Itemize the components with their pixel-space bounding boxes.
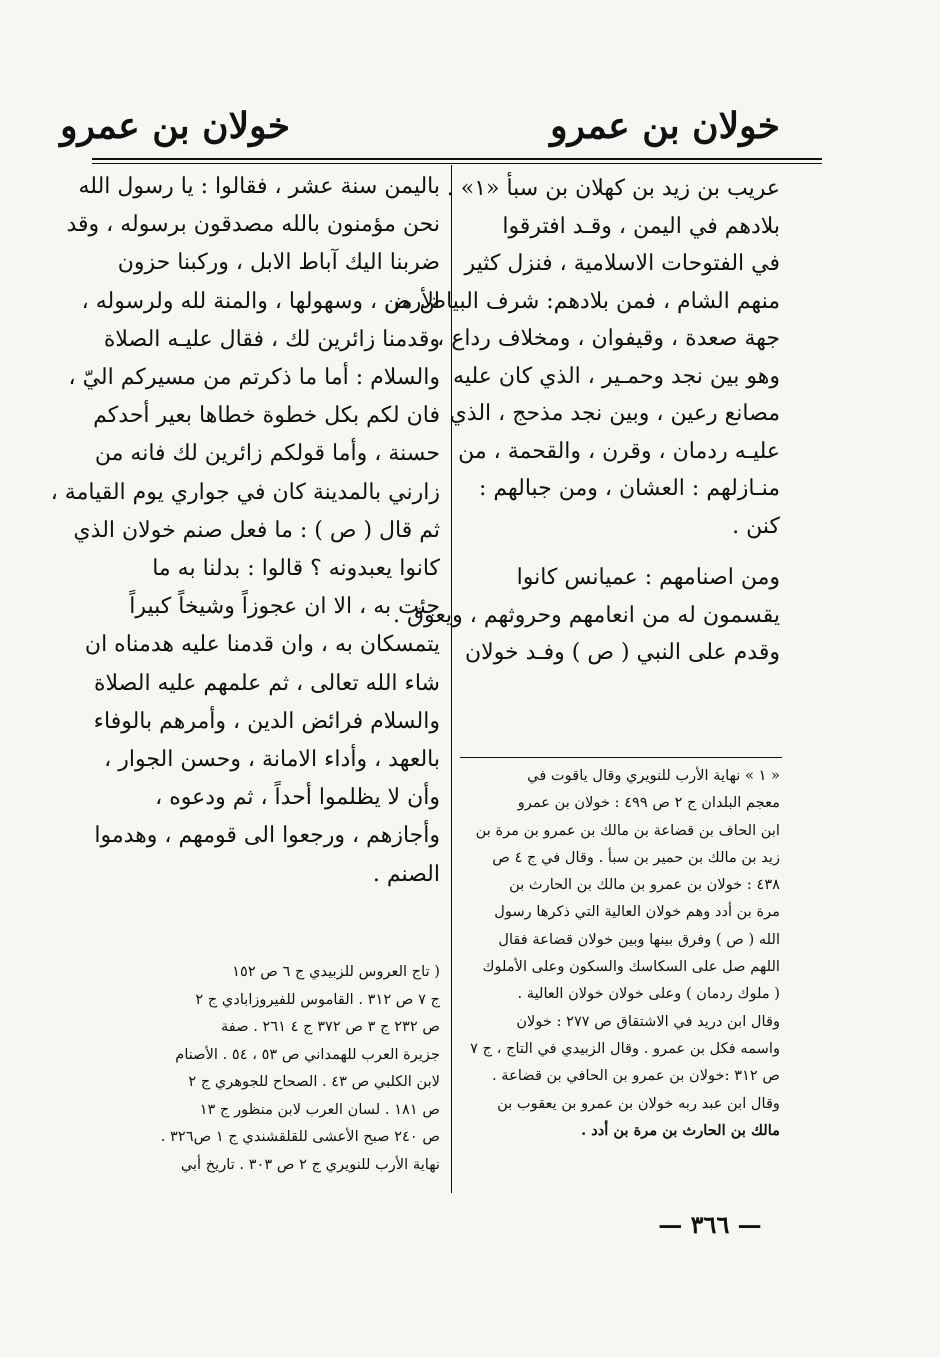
footnote-line: ص ١٨١ . لسان العرب لابن منظور ج ١٣ <box>199 1100 440 1118</box>
footnote-line: زيد بن مالك بن حمير بن سبأ . وقال في ج ٤ ص <box>492 848 780 866</box>
text-line: شاء الله تعالى ، ثم علمهم عليه الصلاة <box>94 670 440 696</box>
footnote-line: « ١ » نهاية الأرب للنويري وقال ياقوت في <box>527 767 780 784</box>
footnote-line: ابن الحاف بن قضاعة بن مالك بن عمرو بن مرة بن <box>475 821 780 839</box>
footnote-line: وقال ابن عبد ربه خولان بن عمرو بن يعقوب بن <box>497 1094 780 1112</box>
footnote-line: مرة بن أدد وهم خولان العالية التي ذكرها رسول <box>494 903 780 921</box>
right-paragraph-1 <box>383 170 780 545</box>
text-line: وأجازهم ، ورجعوا الى قومهم ، وهدموا <box>94 823 440 849</box>
right-footnote <box>462 762 780 1144</box>
text-line: يتمسكان به ، وان قدمنا عليه هدمناه ان <box>84 632 440 658</box>
text-line: وهو بين نجد وحمـير ، الذي كان عليه <box>453 363 780 389</box>
footnote-line: الله ( ص ) وفرق بينها وبين خولان قضاعة فقال <box>498 930 780 948</box>
text-line: منـازلهم : العشان ، ومن جبالهم : <box>478 476 780 501</box>
text-line: كانوا يعبدونه ؟ قالوا : بدلنا به ما <box>152 556 440 582</box>
footnote-line: جزيرة العرب للهمداني ص ٥٣ ، ٥٤ . الأصنام <box>175 1045 440 1063</box>
text-line: عليـه ردمان ، وقرن ، والقحمة ، من <box>458 438 780 464</box>
text-line: في الفتوحات الاسلامية ، فنزل كثير <box>464 251 780 276</box>
text-line: زارني بالمدينة كان في جواري يوم القيامة ، <box>50 479 440 505</box>
paragraph-gap <box>462 545 780 559</box>
text-line: والسلام فرائض الدين ، وأمرهم بالوفاء <box>93 708 440 734</box>
footnote-line: واسمه فكل بن عمرو . وقال الزبيدي في التاج ، ج ٧ <box>470 1039 780 1057</box>
right-paragraph-2 <box>393 559 780 672</box>
text-line: الأرض ، وسهولها ، والمنة لله ولرسوله ، <box>81 288 440 314</box>
text-line: ضربنا اليك آباط الابل ، وركبنا حزون <box>117 250 440 276</box>
footnote-line: نهاية الأرب للنويري ج ٢ ص ٣٠٣ . تاريخ أبي <box>180 1155 440 1173</box>
footnote-line: ٤٣٨ : خولان بن عمرو بن مالك بن الحارث بن <box>509 876 780 894</box>
footnote-line: وقال ابن دريد في الاشتقاق ص ٢٧٧ : خولان <box>516 1012 780 1030</box>
footnote-line: مالك بن الحارث بن مرة بن أدد . <box>581 1121 780 1139</box>
footnote-line: ( ملوك ردمان ) وعلى خولان خولان العالية . <box>517 985 780 1003</box>
running-header-right: خولان بن عمرو <box>550 105 780 147</box>
left-footnote <box>95 958 440 1178</box>
footnote-line: ص ٢٣٢ ج ٣ ص ٣٧٢ ج ٤ ٢٦١ . صفة <box>220 1018 440 1035</box>
text-line: ثم قال ( ص ) : ما فعل صنم خولان الذي <box>73 517 440 543</box>
footnote-line: ج ٧ ص ٣١٢ . القاموس للفيروزابادي ج ٢ <box>195 990 440 1008</box>
text-line: وقدم على النبي ( ص ) وفـد خولان <box>464 640 780 665</box>
text-line: نحن مؤمنون بالله مصدقون برسوله ، وقد <box>66 212 440 238</box>
footnote-line: اللهم صل على السكاسك والسكون وعلى الأملوك <box>482 958 780 976</box>
text-line: بلادهم في اليمن ، وقـد افترقوا <box>502 213 780 239</box>
text-line: ومن اصنامهم : عميانس كانوا <box>516 565 780 590</box>
text-line: الصنم . <box>372 861 440 887</box>
text-line: بالعهد ، وأداء الامانة ، وحسن الجوار ، <box>104 747 440 773</box>
footnote-rule <box>460 757 782 758</box>
text-line: باليمن سنة عشر ، فقالوا : يا رسول الله <box>78 174 440 199</box>
text-line: والسلام : أما ما ذكرتم من مسيركم اليّ ، <box>68 365 440 391</box>
footnote-line: معجم البلدان ج ٢ ص ٤٩٩ : خولان بن عمرو <box>517 794 780 812</box>
right-column-text <box>383 170 780 672</box>
text-line: مصانع رعين ، وبين نجد مذحج ، الذي <box>449 401 780 426</box>
footnote-line: ص ٢٤٠ صبح الأعشى للقلقشندي ج ١ ص٣٢٦ . <box>160 1128 440 1145</box>
header-rule-thick <box>92 158 822 160</box>
footnote-line: ( تاج العروس للزبيدي ج ٦ ص ١٥٢ <box>232 963 440 980</box>
page-number: — ٣٦٦ — <box>658 1210 762 1239</box>
header-rule-thin <box>92 163 822 164</box>
text-line: وأن لا يظلموا أحداً ، ثم ودعوه ، <box>155 785 440 811</box>
text-line: جهة صعدة ، وقيفوان ، ومخلاف رداع ، <box>437 326 780 351</box>
text-line: فان لكم بكل خطوة خطاها بعير أحدكم <box>93 403 440 429</box>
footnote-line: ص ٣١٢ :خولان بن عمرو بن الحافي بن قضاعة . <box>492 1067 780 1085</box>
text-line: حسنة ، وأما قولكم زائرين لك فانه من <box>94 441 440 467</box>
running-header-left: خولان بن عمرو <box>60 105 290 147</box>
footnote-line: لابن الكلبي ص ٤٣ . الصحاح للجوهري ج ٢ <box>188 1073 440 1090</box>
text-line: يقسمون له من انعامهم وحروثهم ، ويعوق . <box>393 602 780 628</box>
left-column-text <box>50 168 440 894</box>
text-line: عريب بن زيد بن كهلان بن سبأ «١» . <box>446 176 780 201</box>
text-line: منهم الشام ، فمن بلادهم: شرف البياض من <box>383 288 780 314</box>
text-line: وقدمنا زائرين لك ، فقال عليـه الصلاة <box>103 326 440 352</box>
text-line: كنن . <box>732 513 780 539</box>
text-line: جئت به ، الا ان عجوزاً وشيخاً كبيراً <box>129 594 440 620</box>
